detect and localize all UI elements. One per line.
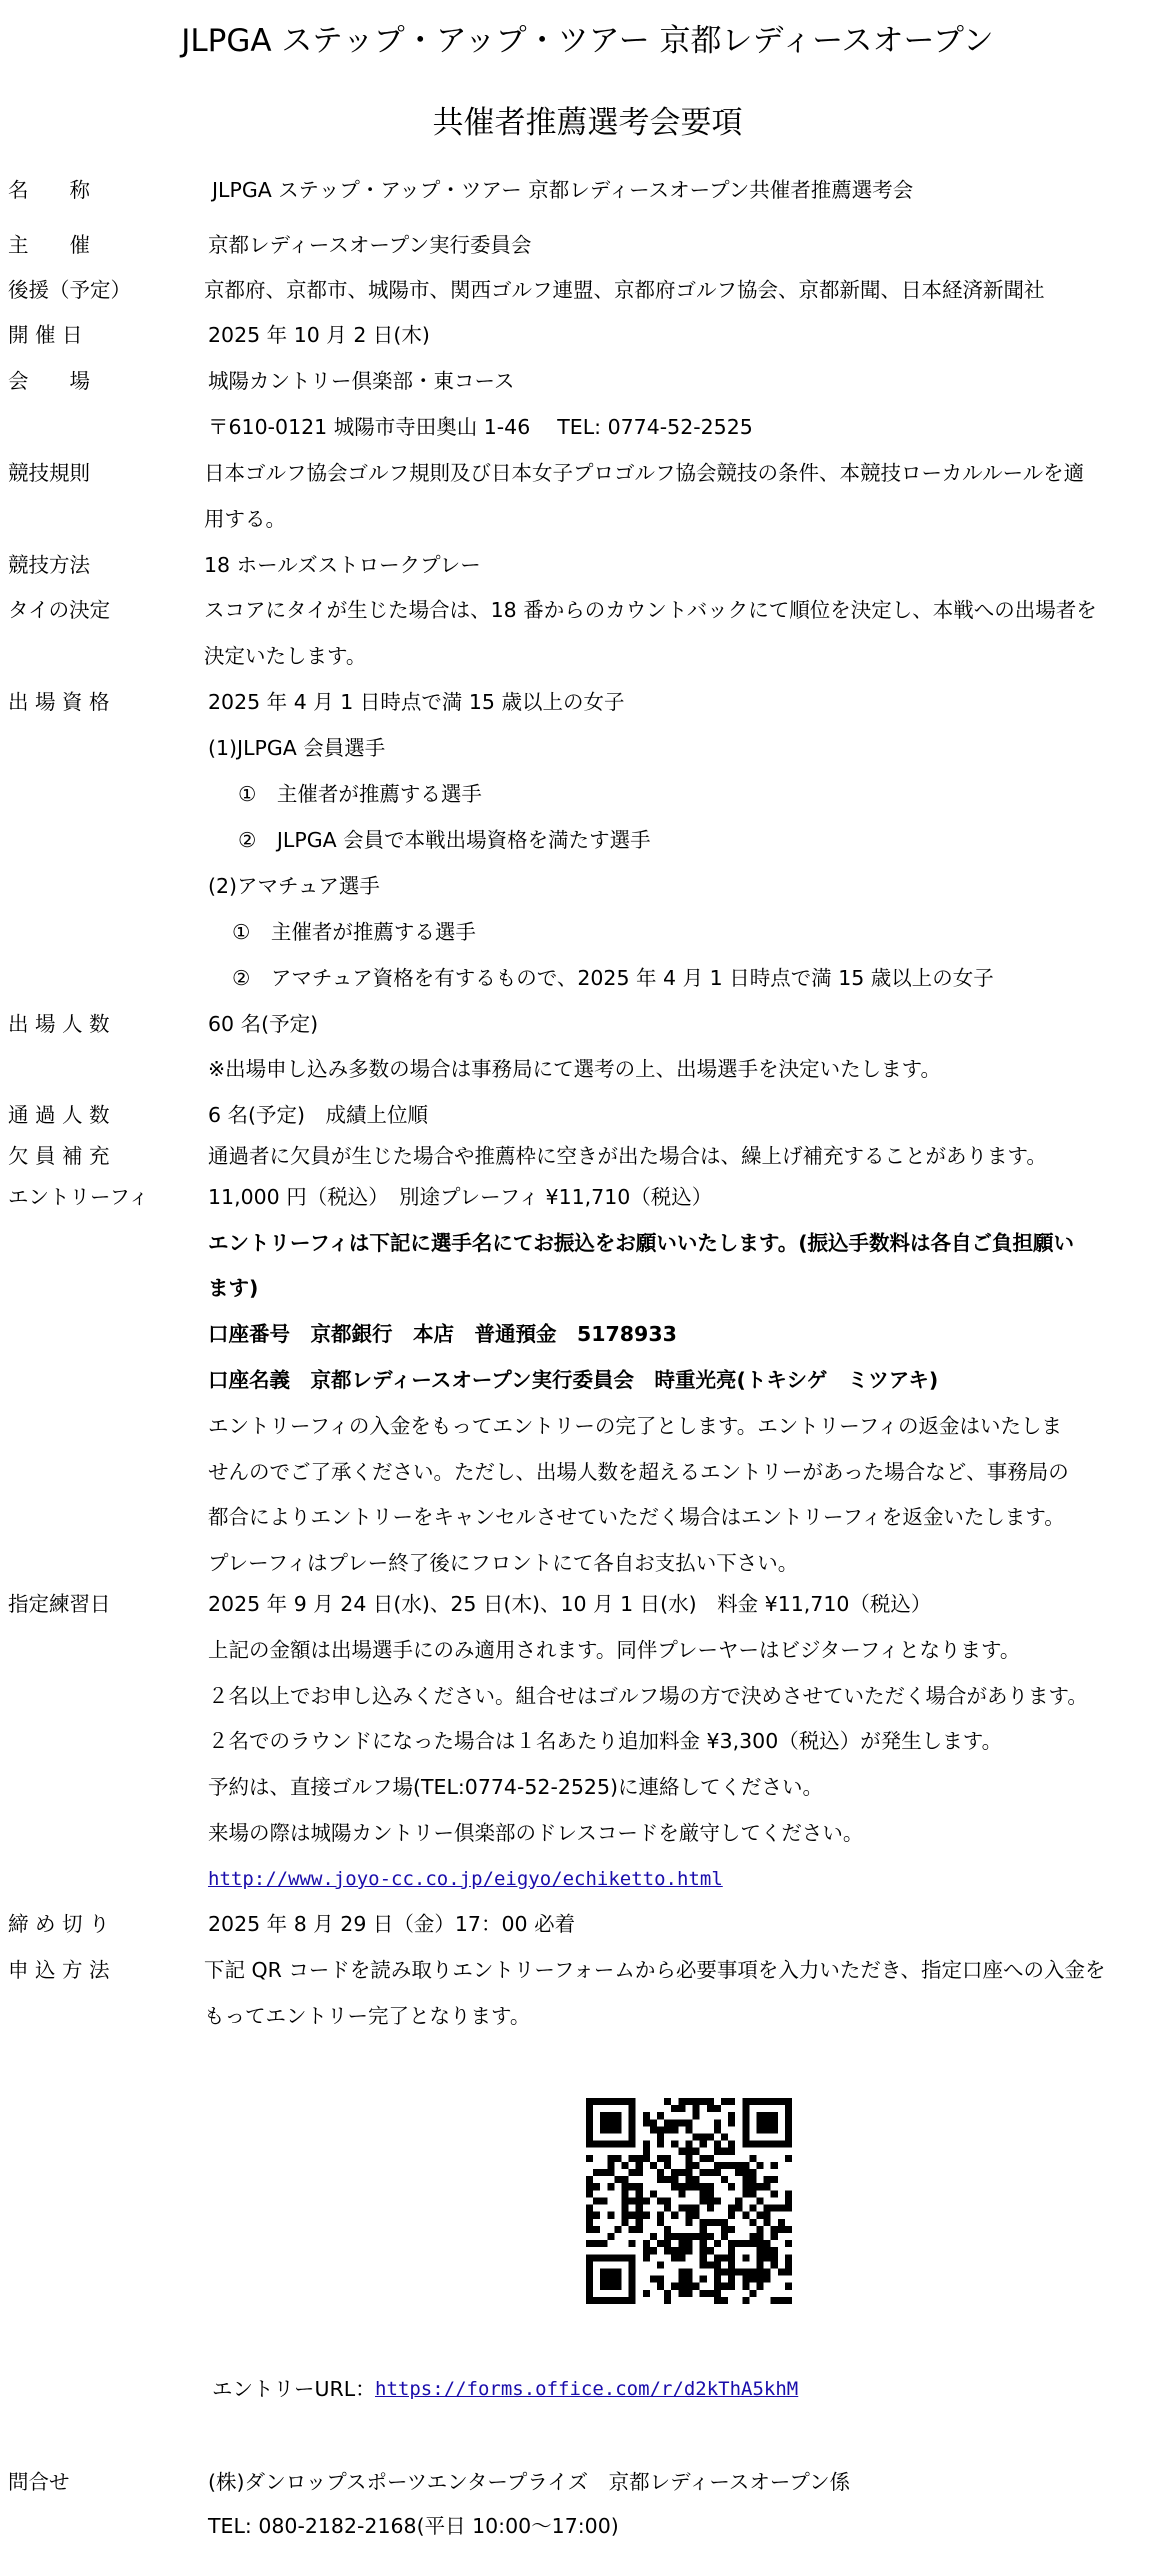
- rules-value-line1: 日本ゴルフ協会ゴルフ規則及び日本女子プロゴルフ協会競技の条件、本競技ローカルルールを適: [204, 461, 1085, 485]
- practice-note-line5: 来場の際は城陽カントリー倶楽部のドレスコードを厳守してください。: [208, 1821, 864, 1845]
- eligibility-sub1-a: ① 主催者が推薦する選手: [238, 782, 482, 806]
- dress-code-link[interactable]: http://www.joyo-cc.co.jp/eigyo/echiketto.html: [208, 1868, 723, 1890]
- practice-note-line2: ２名以上でお申し込みください。組合せはゴルフ場の方で決めさせていただく場合があります。: [208, 1684, 1088, 1708]
- contact-tel: TEL: 080-2182-2168(平日 10:00～17:00): [208, 2514, 619, 2538]
- rules-value-line2: 用する。: [204, 507, 286, 531]
- tie-value-line1: スコアにタイが生じた場合は、18 番からのカウントバックにて順位を決定し、本戦への出場者を: [204, 598, 1097, 622]
- eligibility-value: 2025 年 4 月 1 日時点で満 15 歳以上の女子: [208, 690, 625, 714]
- apply-value-line1: 下記 QR コードを読み取りエントリーフォームから必要事項を入力いただき、指定口座への入金を: [204, 1958, 1106, 1982]
- rules-label: 競技規則: [8, 461, 90, 485]
- apply-label: 申 込 方 法: [8, 1958, 110, 1982]
- vacancy-value: 通過者に欠員が生じた場合や推薦枠に空きが出た場合は、繰上げ補充することがあります。: [208, 1144, 1047, 1168]
- contact-label: 問合せ: [8, 2470, 70, 2494]
- pass-value: 6 名(予定) 成績上位順: [208, 1103, 429, 1127]
- date-label: 開 催 日: [8, 323, 83, 347]
- method-value: 18 ホールズストロークプレー: [204, 553, 481, 577]
- eligibility-sub2: (2)アマチュア選手: [208, 874, 380, 898]
- qr-code-icon[interactable]: [586, 2098, 792, 2304]
- eligibility-sub2-b: ② アマチュア資格を有するもので、2025 年 4 月 1 日時点で満 15 歳以上の女子: [232, 966, 994, 990]
- practice-value: 2025 年 9 月 24 日(水)、25 日(木)、10 月 1 日(水) 料金 ¥11,710（税込）: [208, 1592, 932, 1616]
- date-value: 2025 年 10 月 2 日(木): [208, 323, 430, 347]
- page-subtitle: 共催者推薦選考会要項: [432, 105, 743, 141]
- entrants-note: ※出場申し込み多数の場合は事務局にて選考の上、出場選手を決定いたします。: [208, 1057, 942, 1081]
- fee-value: 11,000 円（税込） 別途プレーフィ ¥11,710（税込）: [208, 1185, 713, 1209]
- method-label: 競技方法: [8, 553, 90, 577]
- practice-note-line3: ２名でのラウンドになった場合は１名あたり追加料金 ¥3,300（税込）が発生します。: [208, 1729, 1003, 1753]
- entrants-value: 60 名(予定): [208, 1012, 319, 1036]
- host-value: 京都レディースオープン実行委員会: [208, 233, 532, 257]
- fee-instruction-line2: ます): [208, 1276, 259, 1300]
- deadline-label: 締 め 切 り: [8, 1912, 110, 1936]
- practice-note-line1: 上記の金額は出場選手にのみ適用されます。同伴プレーヤーはビジターフィとなります。: [208, 1638, 1021, 1662]
- fee-note-line1: エントリーフィの入金をもってエントリーの完了とします。エントリーフィの返金はいたしま: [208, 1414, 1063, 1438]
- host-label: 主 催: [8, 233, 90, 257]
- venue-address: 〒610-0121 城陽市寺田奥山 1-46 TEL: 0774-52-2525: [208, 415, 753, 439]
- account-number: 口座番号 京都銀行 本店 普通預金 5178933: [208, 1322, 677, 1346]
- name-value: JLPGA ステップ・アップ・ツアー 京都レディースオープン共催者推薦選考会: [212, 178, 914, 202]
- eligibility-sub1-b: ② JLPGA 会員で本戦出場資格を満たす選手: [238, 828, 651, 852]
- eligibility-sub1: (1)JLPGA 会員選手: [208, 736, 386, 760]
- eligibility-label: 出 場 資 格: [8, 690, 110, 714]
- contact-value: (株)ダンロップスポーツエンタープライズ 京都レディースオープン係: [208, 2470, 851, 2494]
- page-title: JLPGA ステップ・アップ・ツアー 京都レディースオープン: [181, 23, 994, 59]
- fee-note-line2: せんのでご了承ください。ただし、出場人数を超えるエントリーがあった場合など、事務局の: [208, 1460, 1069, 1484]
- fee-instruction-line1: エントリーフィは下記に選手名にてお振込をお願いいたします。(振込手数料は各自ご負担願い: [208, 1231, 1075, 1255]
- entry-url-label: エントリーURL：: [212, 2377, 376, 2401]
- venue-value: 城陽カントリー倶楽部・東コース: [208, 369, 515, 393]
- account-name: 口座名義 京都レディースオープン実行委員会 時重光亮(トキシゲ ミツアキ): [208, 1368, 939, 1392]
- venue-label: 会 場: [8, 369, 90, 393]
- fee-note-line4: プレーフィはプレー終了後にフロントにて各自お支払い下さい。: [208, 1551, 799, 1575]
- tie-label: タイの決定: [8, 598, 111, 622]
- practice-note-line4: 予約は、直接ゴルフ場(TEL:0774-52-2525)に連絡してください。: [208, 1775, 824, 1799]
- pass-label: 通 過 人 数: [8, 1103, 110, 1127]
- deadline-value: 2025 年 8 月 29 日（金）17：00 必着: [208, 1912, 576, 1936]
- name-label: 名 称: [8, 178, 90, 202]
- entrants-label: 出 場 人 数: [8, 1012, 110, 1036]
- vacancy-label: 欠 員 補 充: [8, 1144, 110, 1168]
- apply-value-line2: もってエントリー完了となります。: [204, 2004, 531, 2028]
- practice-label: 指定練習日: [8, 1592, 111, 1616]
- fee-note-line3: 都合によりエントリーをキャンセルさせていただく場合はエントリーフィを返金いたします。: [208, 1505, 1065, 1529]
- entry-form-link[interactable]: https://forms.office.com/r/d2kThA5khM: [375, 2378, 799, 2400]
- support-label: 後援（予定）: [8, 278, 131, 302]
- tie-value-line2: 決定いたします。: [204, 644, 367, 668]
- eligibility-sub2-a: ① 主催者が推薦する選手: [232, 920, 476, 944]
- fee-label: エントリーフィ: [8, 1185, 149, 1209]
- support-value: 京都府、京都市、城陽市、関西ゴルフ連盟、京都府ゴルフ協会、京都新聞、日本経済新聞社: [204, 278, 1045, 302]
